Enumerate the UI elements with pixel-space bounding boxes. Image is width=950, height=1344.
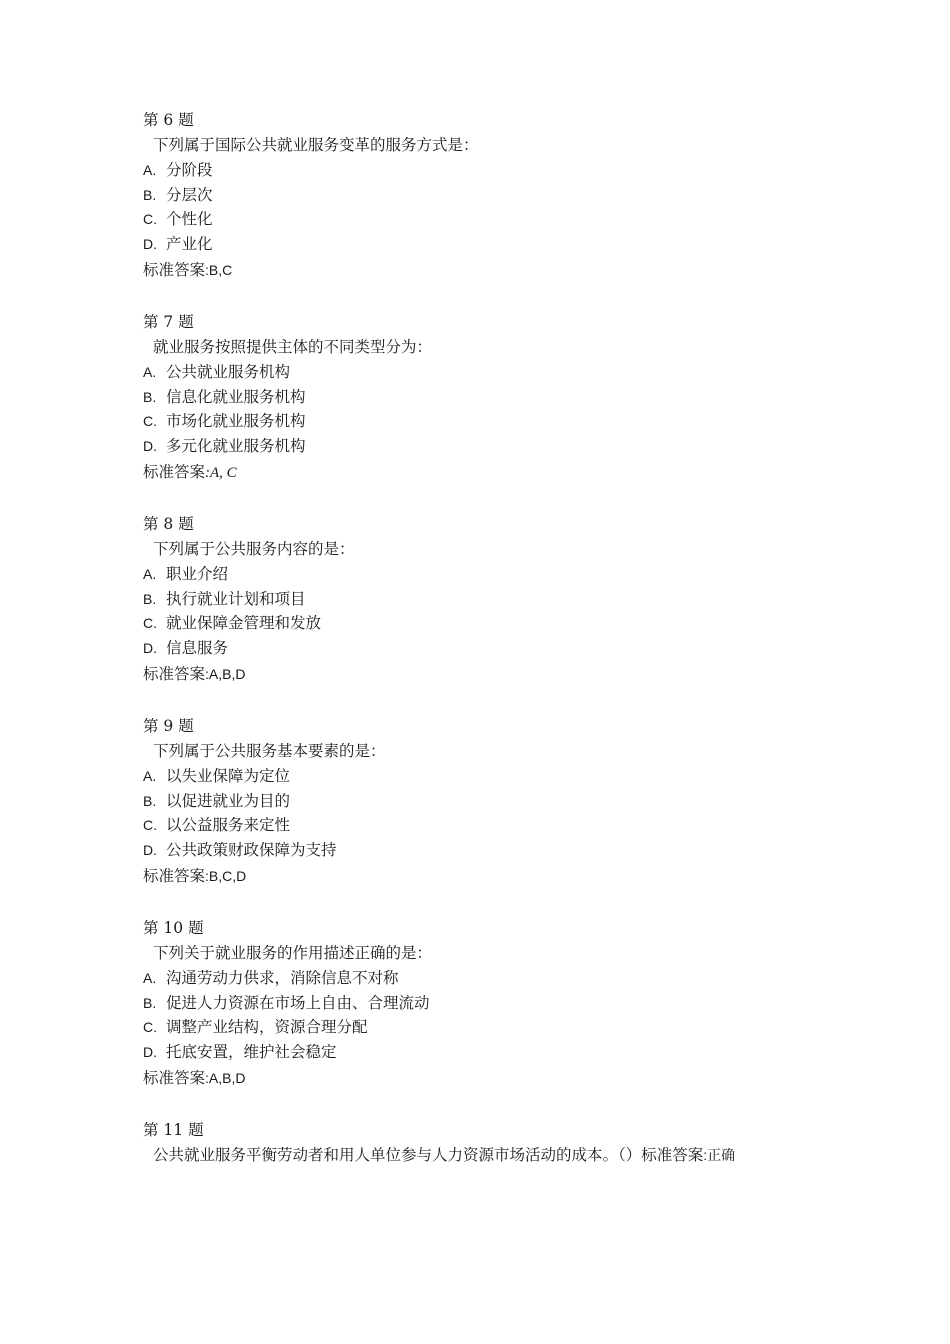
option-d	[143, 1040, 843, 1065]
answer-label: 标准答案	[143, 261, 206, 279]
question-title: 第 6 题	[143, 111, 194, 129]
option-text: 分阶段	[166, 161, 213, 179]
option-key: C.	[143, 413, 157, 429]
option-b	[143, 991, 843, 1016]
option-d	[143, 636, 843, 661]
question-9	[143, 714, 843, 890]
option-text: 个性化	[166, 210, 213, 228]
answer-value: :B,C,D	[205, 868, 247, 884]
answer-label: 标准答案	[641, 1146, 704, 1164]
answer-value: :A, C	[205, 465, 237, 481]
question-title: 第 8 题	[143, 515, 194, 533]
option-text: 以公益服务来定性	[166, 816, 291, 834]
standard-answer	[143, 256, 843, 284]
option-c	[143, 207, 843, 232]
question-6	[143, 108, 843, 284]
question-stem: 下列属于公共服务基本要素的是：	[153, 742, 386, 760]
answer-value: :B,C	[205, 262, 233, 278]
option-d	[143, 232, 843, 257]
option-text: 公共就业服务机构	[166, 363, 291, 381]
option-d	[143, 434, 843, 459]
option-key: B.	[143, 186, 157, 203]
option-key: B.	[143, 994, 157, 1011]
option-key: D.	[143, 639, 157, 656]
option-text: 执行就业计划和项目	[166, 589, 306, 608]
option-b	[143, 587, 843, 612]
option-text: 促进人力资源在市场上自由、合理流动	[166, 993, 430, 1012]
question-11	[143, 1118, 843, 1168]
question-title: 第 9 题	[143, 717, 194, 735]
option-text: 公共政策财政保障为支持	[166, 840, 337, 859]
option-a	[143, 158, 843, 183]
option-text: 信息化就业服务机构	[166, 387, 306, 406]
question-stem: 就业服务按照提供主体的不同类型分为：	[153, 338, 433, 356]
option-key: A.	[143, 364, 157, 380]
option-key: B.	[143, 590, 157, 607]
option-b	[143, 385, 843, 410]
option-a	[143, 764, 843, 789]
answer-label: 标准答案	[143, 867, 206, 885]
answer-value: :A,B,D	[205, 1070, 246, 1086]
option-text: 职业介绍	[166, 565, 229, 583]
option-text: 分层次	[166, 185, 213, 204]
option-key: C.	[143, 1019, 157, 1035]
option-d	[143, 838, 843, 863]
answer-value: :正确	[703, 1147, 736, 1163]
question-title: 第 10 题	[143, 919, 204, 937]
option-text: 产业化	[166, 234, 213, 253]
option-text: 就业保障金管理和发放	[166, 614, 322, 632]
option-text: 沟通劳动力供求，消除信息不对称	[166, 969, 399, 987]
option-key: D.	[143, 437, 157, 454]
question-8	[143, 512, 843, 688]
answer-value: :A,B,D	[205, 666, 246, 682]
option-key: A.	[143, 566, 157, 582]
option-text: 以促进就业为目的	[166, 791, 291, 810]
answer-label: 标准答案	[143, 463, 206, 481]
option-a	[143, 562, 843, 587]
standard-answer	[143, 458, 843, 486]
option-key: A.	[143, 162, 157, 178]
option-a	[143, 966, 843, 991]
question-title: 第 7 题	[143, 313, 194, 331]
option-c	[143, 813, 843, 838]
option-b	[143, 789, 843, 814]
question-10	[143, 916, 843, 1092]
option-c	[143, 409, 843, 434]
option-c	[143, 611, 843, 636]
option-key: C.	[143, 817, 157, 833]
question-stem	[143, 1143, 843, 1168]
question-7	[143, 310, 843, 486]
option-a	[143, 360, 843, 385]
option-text: 托底安置，维护社会稳定	[166, 1042, 337, 1061]
answer-label: 标准答案	[143, 1069, 206, 1087]
question-stem: 下列属于公共服务内容的是：	[153, 540, 355, 558]
option-text: 以失业保障为定位	[166, 767, 291, 785]
option-text: 信息服务	[166, 638, 229, 657]
question-stem-text: 公共就业服务平衡劳动者和用人单位参与人力资源市场活动的成本。（）	[153, 1146, 642, 1164]
question-title: 第 11 题	[143, 1121, 204, 1139]
option-key: D.	[143, 235, 157, 252]
standard-answer	[143, 1064, 843, 1092]
option-key: D.	[143, 1043, 157, 1060]
answer-label: 标准答案	[143, 665, 206, 683]
option-key: B.	[143, 388, 157, 405]
option-b	[143, 183, 843, 208]
option-key: A.	[143, 970, 157, 986]
standard-answer	[143, 660, 843, 688]
document-page	[143, 108, 843, 1194]
option-c	[143, 1015, 843, 1040]
option-key: D.	[143, 841, 157, 858]
standard-answer	[143, 862, 843, 890]
option-key: C.	[143, 615, 157, 631]
option-key: B.	[143, 792, 157, 809]
option-text: 多元化就业服务机构	[166, 436, 306, 455]
option-text: 调整产业结构，资源合理分配	[166, 1018, 368, 1036]
option-key: C.	[143, 211, 157, 227]
question-stem: 下列属于国际公共就业服务变革的服务方式是：	[153, 136, 479, 154]
option-key: A.	[143, 768, 157, 784]
question-stem: 下列关于就业服务的作用描述正确的是：	[153, 944, 433, 962]
option-text: 市场化就业服务机构	[166, 412, 306, 430]
